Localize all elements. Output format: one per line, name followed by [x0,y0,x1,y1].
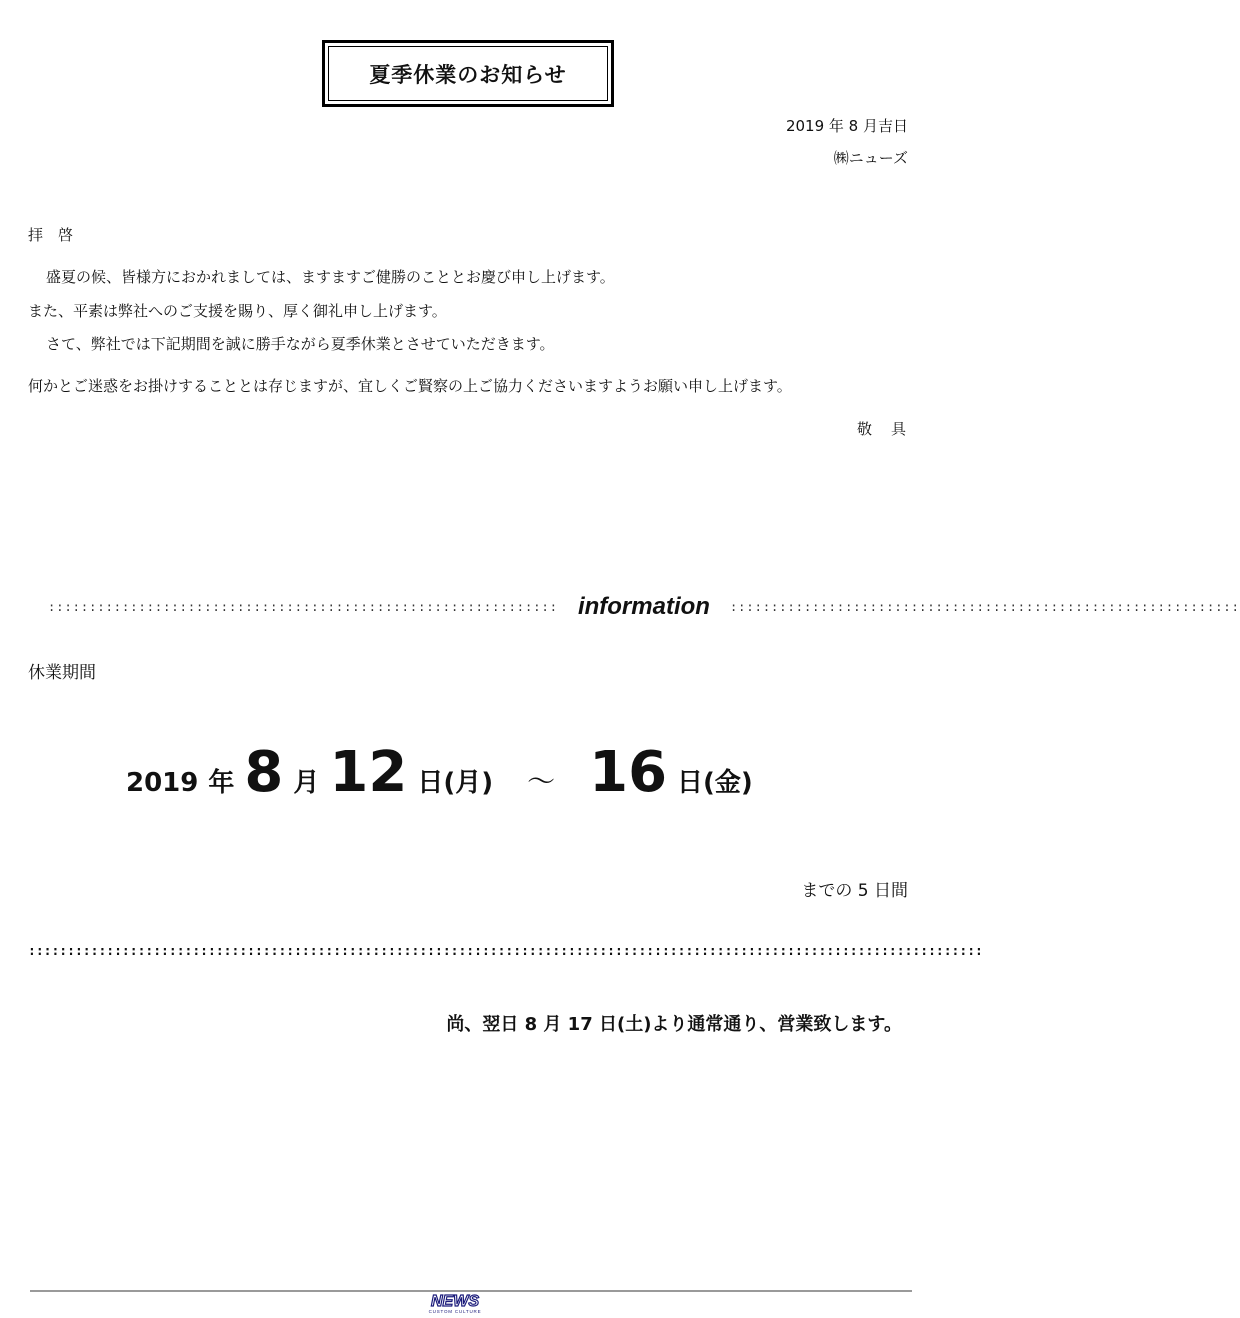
period-month-unit: 月 [293,768,320,798]
paragraph-4: 何かとご迷惑をお掛けすることとは存じますが、宜しくご賢察の上ご協力くださいますようお願い申し上げます。 [28,377,792,395]
logo-text: NEWS [431,1293,479,1310]
period-tilde: ～ [527,765,556,798]
company-name: ㈱ニューズ [833,149,908,167]
duration-text: までの 5 日間 [801,881,908,901]
news-logo [400,1292,510,1316]
logo-subtext: CUSTOM CULTURE [428,1309,482,1314]
closing-word: 敬 具 [856,420,908,438]
dots-right: :::::::::::::::::::::::::::::::::::::::::::::::::::::::::::::: [729,600,1240,614]
period-end-day: 16 [589,740,668,805]
issue-date: 2019 年 8 月吉日 [785,117,908,135]
paragraph-2: また、平素は弊社へのご支援を賜り、厚く御礼申し上げます。 [28,302,447,320]
separator-dots: :::::::::::::::::::::::::::::::::::::::::::::::::::::::::::::::::::::::::::::::::::::::::::::::::::::::::::::::::::::::::: [28,944,983,959]
resume-notice: 尚、翌日 8 月 17 日(土)より通常通り、営業致します。 [446,1014,902,1035]
period-label: 休業期間 [28,663,96,683]
paragraph-3: さて、弊社では下記期間を誠に勝手ながら夏季休業とさせていただきます。 [46,335,555,353]
closure-period [126,740,753,820]
period-month: 8 [244,740,284,805]
paragraph-1: 盛夏の候、皆様方におかれましては、ますますご健勝のこととお慶び申し上げます。 [46,268,615,286]
period-year-unit: 年 [208,768,235,798]
page-title: 夏季休業のお知らせ [328,46,608,101]
period-start-day-unit: 日(月) [417,768,494,798]
information-label: information [577,593,710,620]
period-start-day: 12 [329,740,408,805]
greeting: 拝 啓 [28,226,74,244]
period-end-day-unit: 日(金) [677,768,753,798]
title-frame [322,40,614,107]
dots-left: :::::::::::::::::::::::::::::::::::::::::::::::::::::::::::::: [48,600,558,614]
period-year: 2019 [126,768,199,798]
information-header [48,590,1240,624]
